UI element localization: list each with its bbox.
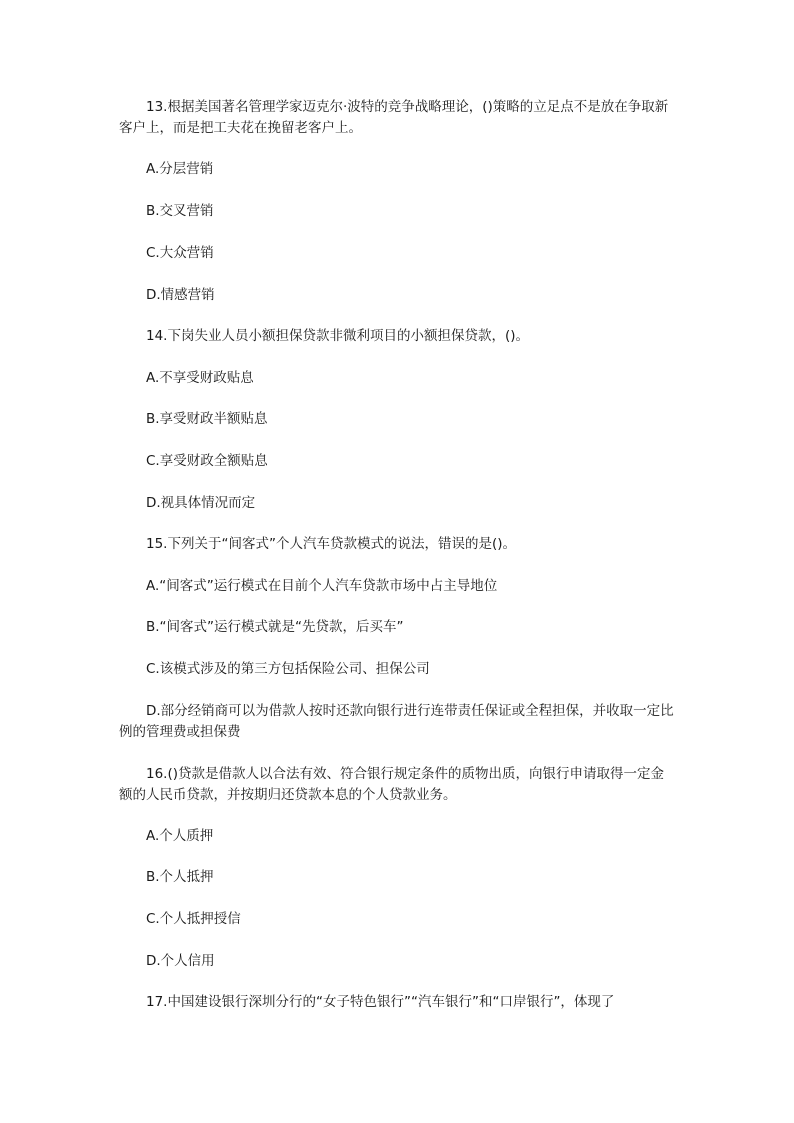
question-13-stem: 13.根据美国著名管理学家迈克尔·波特的竞争战略理论，()策略的立足点不是放在争取新客户上，而是把工夫花在挽留老客户上。	[119, 99, 669, 136]
question-16-option-a: A.个人质押	[146, 828, 214, 844]
question-14-stem: 14.下岗失业人员小额担保贷款非微利项目的小额担保贷款，()。	[146, 328, 530, 344]
question-13-option-d: D.情感营销	[146, 287, 215, 303]
question-16-option-b: B.个人抵押	[146, 869, 214, 885]
question-15-stem: 15.下列关于“间客式”个人汽车贷款模式的说法，错误的是()。	[146, 536, 516, 552]
question-15-option-c: C.该模式涉及的第三方包括保险公司、担保公司	[146, 661, 430, 677]
question-14-option-b: B.享受财政半额贴息	[146, 411, 268, 427]
question-14-option-c: C.享受财政全额贴息	[146, 453, 268, 469]
question-13-option-a: A.分层营销	[146, 161, 214, 177]
question-16-stem: 16.()贷款是借款人以合法有效、符合银行规定条件的质物出质，向银行申请取得一定金额的人民币贷款，并按期归还贷款本息的个人贷款业务。	[119, 766, 665, 803]
question-15-option-a: A.“间客式”运行模式在目前个人汽车贷款市场中占主导地位	[146, 578, 498, 594]
question-15-option-d: D.部分经销商可以为借款人按时还款向银行进行连带责任保证或全程担保，并收取一定比例的管理费或担保费	[119, 703, 674, 740]
question-17-stem: 17.中国建设银行深圳分行的“女子特色银行”“汽车银行”和“口岸银行”，体现了	[146, 994, 615, 1010]
question-14-option-a: A.不享受财政贴息	[146, 370, 254, 386]
question-13-option-b: B.交叉营销	[146, 203, 214, 219]
question-13-option-c: C.大众营销	[146, 245, 214, 261]
question-16-option-d: D.个人信用	[146, 953, 215, 969]
question-16-option-c: C.个人抵押授信	[146, 911, 241, 927]
question-14-option-d: D.视具体情况而定	[146, 495, 256, 511]
question-15-option-b: B.“间客式”运行模式就是“先贷款，后买车”	[146, 619, 404, 635]
